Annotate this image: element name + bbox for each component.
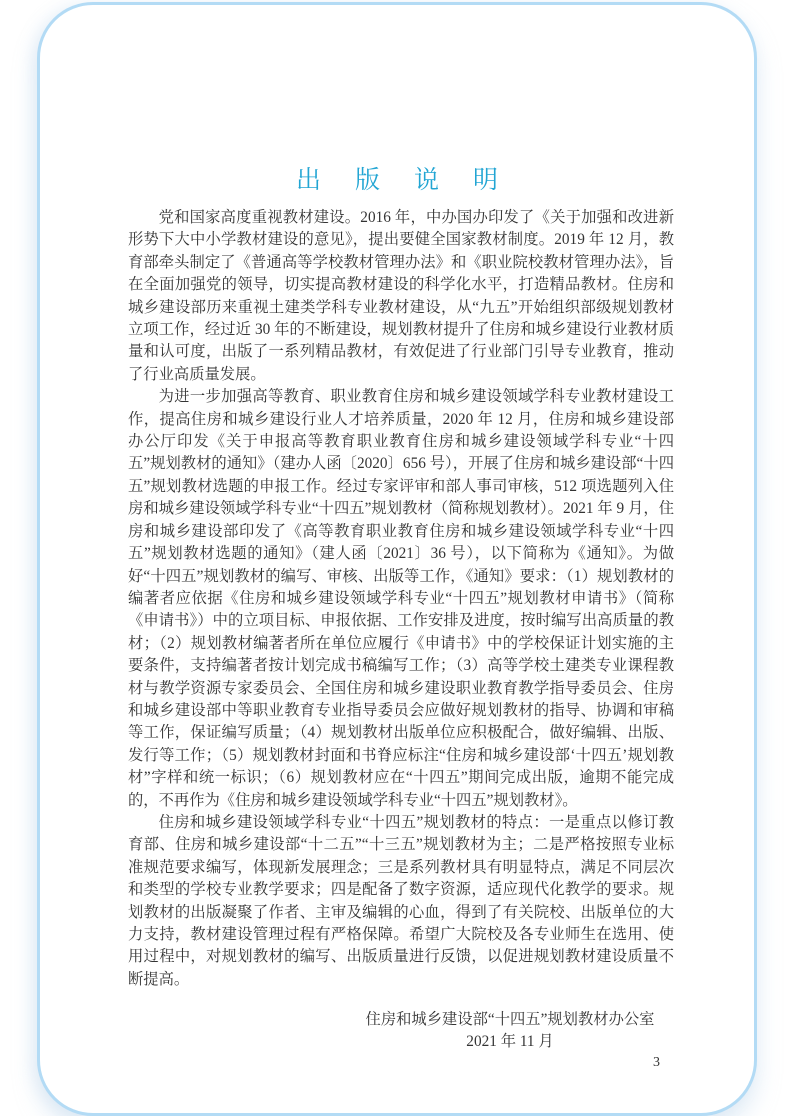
- date: 2021 年 11 月: [466, 1033, 554, 1051]
- document-body: [128, 207, 674, 991]
- signature: 住房和城乡建设部“十四五”规划教材办公室: [365, 1011, 655, 1029]
- page-card: [37, 2, 757, 1116]
- document-footer: [360, 1009, 660, 1073]
- paragraph: 住房和城乡建设领域学科专业“十四五”规划教材的特点：一是重点以修订教育部、住房和城乡建设部“十二五”“十三五”规划教材为主；二是严格按照专业标准规范要求编写，体现新发展理念；三是系列教材具有明显特点，满足不同层次和类型的学校专业教学要求；四是配备了数字资源，适应现代化教学的要求。规划教材的出版凝聚了作者、主审及编辑的心血，得到了有关院校、出版单位的大力支持，教材建设管理过程有严格保障。希望广大院校及各专业师生在选用、使用过程中，对规划教材的编写、出版质量进行反馈，以促进规划教材建设质量不断提高。: [128, 813, 674, 988]
- paragraph: 为进一步加强高等教育、职业教育住房和城乡建设领域学科专业教材建设工作，提高住房和城乡建设行业人才培养质量，2020 年 12 月，住房和城乡建设部办公厅印发《关于申报高等教育职业教育住房和城乡建设领域学科专业“十四五”规划教材的通知》（建办人函〔2020〕656 号），开展了住房和城乡建设部“十四五”规划教材选题的申报工作。经过专家评审和部人事司审核，512 项选题列入住房和城乡建设领域学科专业“十四五”规划教材（简称规划教材）。2021 年 9 月，住房和城乡建设部印发了《高等教育职业教育住房和城乡建设领域学科专业“十四五”规划教材选题的通知》（建人函〔2021〕36 号），以下简称为《通知》。为做好“十四五”规划教材的编写、审核、出版等工作，《通知》要求：（1）规划教材的编著者应依据《住房和城乡建设领域学科专业“十四五”规划教材申请书》（简称《申请书》）中的立项目标、申报依据、工作安排及进度，按时编写出高质量的教材；（2）规划教材编著者所在单位应履行《申请书》中的学校保证计划实施的主要条件，支持编著者按计划完成书稿编写工作；（3）高等学校土建类专业课程教材与教学资源专家委员会、全国住房和城乡建设职业教育教学指导委员会、住房和城乡建设部中等职业教育专业指导委员会应做好规划教材的指导、协调和审稿等工作，保证编写质量；（4）规划教材出版单位应积极配合，做好编辑、出版、发行等工作；（5）规划教材封面和书脊应标注“住房和城乡建设部‘十四五’规划教材”字样和统一标识；（6）规划教材应在“十四五”期间完成出版，逾期不能完成的，不再作为《住房和城乡建设领域学科专业“十四五”规划教材》。: [128, 388, 674, 809]
- paragraph: 党和国家高度重视教材建设。2016 年，中办国办印发了《关于加强和改进新形势下大中小学教材建设的意见》，提出要健全国家教材制度。2019 年 12 月，教育部牵头制定了《普通高等学校教材管理办法》和《职业院校教材管理办法》，旨在全面加强党的领导，切实提高教材建设的科学化水平，打造精品教材。住房和城乡建设部历来重视土建类学科专业教材建设，从“九五”开始组织部级规划教材立项工作，经过近 30 年的不断建设，规划教材提升了住房和城乡建设行业教材质量和认可度，出版了一系列精品教材，有效促进了行业部门引导专业教育，推动了行业高质量发展。: [128, 209, 674, 383]
- page-title: 出版说明: [295, 166, 532, 194]
- page-number: 3: [653, 1055, 660, 1071]
